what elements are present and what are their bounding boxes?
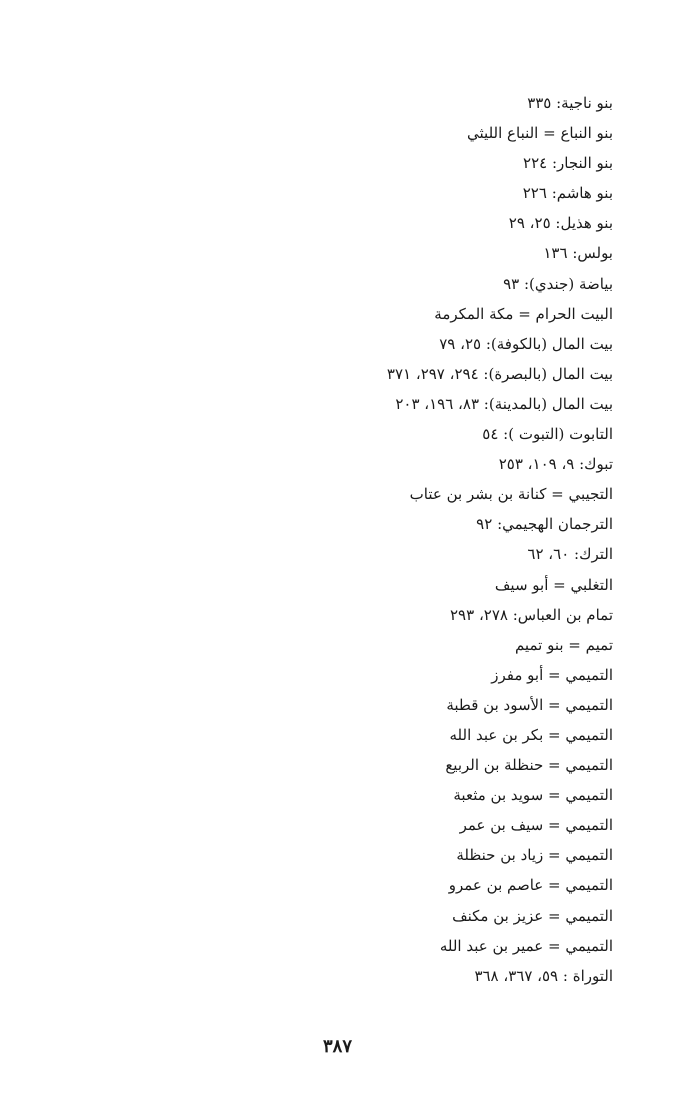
index-entry: بنو هاشم: ٢٢٦ — [522, 184, 613, 203]
index-entry: التميمي = سيف بن عمر — [459, 816, 613, 835]
index-entry: التميمي = سويد بن مثعبة — [453, 786, 613, 805]
index-entry: التميمي = عاصم بن عمرو — [448, 876, 613, 895]
index-list — [253, 88, 613, 991]
index-entry: بنو هذيل: ٢٥، ٢٩ — [508, 214, 613, 233]
index-entry: التميمي = أبو مفرز — [491, 665, 613, 684]
index-entry: بنو ناجية: ٣٣٥ — [527, 94, 613, 112]
index-entry: تمام بن العباس: ٢٧٨، ٢٩٣ — [450, 605, 613, 624]
index-entry: التغلبي = أبو سيف — [494, 575, 613, 594]
index-entry: بيت المال (بالمدينة): ٨٣، ١٩٦، ٢٠٣ — [395, 394, 613, 413]
index-entry: بياضة (جندي): ٩٣ — [503, 274, 613, 293]
index-entry: بنو النجار: ٢٢٤ — [523, 154, 613, 173]
index-entry: التميمي = زياد بن حنظلة — [456, 846, 613, 865]
page-number: ٣٨٧ — [322, 1036, 352, 1057]
index-entry: البيت الحرام = مكة المكرمة — [434, 304, 613, 323]
index-entry: التميمي = بكر بن عبد الله — [449, 725, 613, 744]
index-entry: تبوك: ٩، ١٠٩، ٢٥٣ — [498, 455, 613, 474]
index-entry: التميمي = حنظلة بن الربيع — [445, 756, 613, 775]
index-entry: التوراة : ٥٩، ٣٦٧، ٣٦٨ — [474, 966, 613, 985]
index-entry: بيت المال (بالكوفة): ٢٥، ٧٩ — [439, 334, 613, 353]
index-entry: الترجمان الهجيمي: ٩٢ — [476, 515, 613, 534]
index-entry: بنو النباع = النباع الليثي — [467, 124, 613, 143]
index-entry: الترك: ٦٠، ٦٢ — [527, 545, 613, 564]
index-entry: التميمي = عزيز بن مكنف — [452, 906, 613, 925]
index-entry: التميمي = الأسود بن قطبة — [446, 695, 613, 714]
index-entry: بولس: ١٣٦ — [543, 244, 613, 263]
index-entry: التجيبي = كنانة بن بشر بن عتاب — [409, 485, 613, 504]
index-entry: التابوت (التبوت ): ٥٤ — [482, 425, 613, 444]
index-entry: التميمي = عمير بن عبد الله — [439, 936, 613, 955]
index-entry: تميم = بنو تميم — [514, 635, 613, 654]
index-entry: بيت المال (بالبصرة): ٢٩٤، ٢٩٧، ٣٧١ — [386, 364, 613, 383]
